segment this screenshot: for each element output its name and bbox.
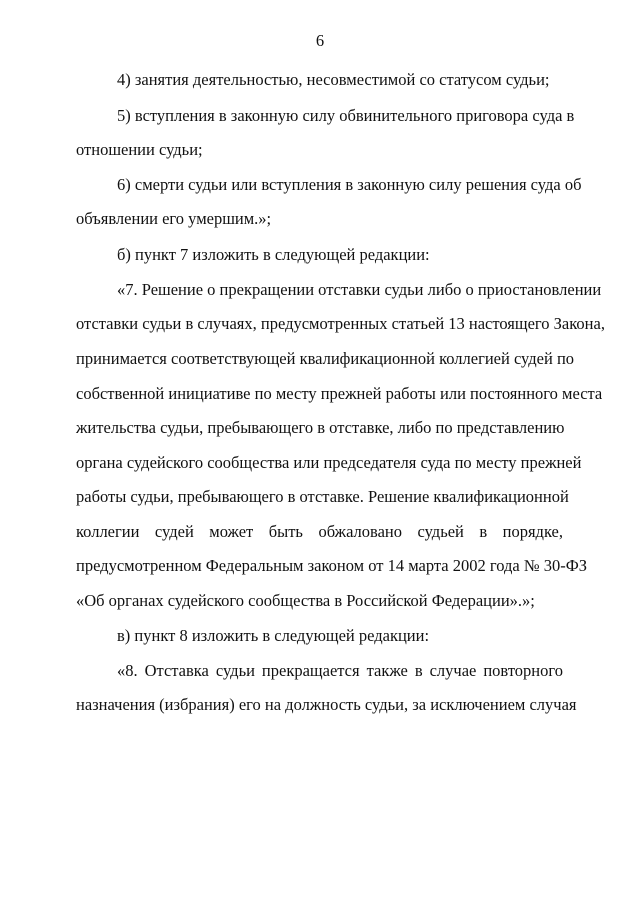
text-line: 5) вступления в законную силу обвинительного приговора суда в: [117, 106, 575, 125]
text-line: б) пункт 7 изложить в следующей редакции:: [117, 245, 430, 264]
text-line: коллегии судей может быть обжаловано судьей в порядке,: [76, 522, 563, 541]
text-line: предусмотренном Федеральным законом от 14 марта 2002 года № 30-ФЗ: [76, 556, 588, 575]
text-line: «Об органах судейского сообщества в Российской Федерации».»;: [76, 591, 535, 610]
text-line: в) пункт 8 изложить в следующей редакции:: [117, 626, 430, 645]
text-line: 6) смерти судьи или вступления в законную силу решения суда об: [117, 175, 582, 194]
text-line: назначения (избрания) его на должность судьи, за исключением случая: [76, 695, 577, 714]
text-line: жительства судьи, пребывающего в отставке, либо по представлению: [76, 418, 565, 437]
text-line: принимается соответствующей квалификационной коллегией судей по: [76, 349, 575, 368]
text-line: «7. Решение о прекращении отставки судьи либо о приостановлении: [117, 280, 602, 299]
page-number: 6: [315, 31, 325, 50]
text-line: 4) занятия деятельностью, несовместимой со статусом судьи;: [117, 70, 550, 89]
text-line: органа судейского сообщества или председателя суда по месту прежней: [76, 453, 582, 472]
text-line: работы судьи, пребывающего в отставке. Решение квалификационной: [76, 487, 569, 506]
text-line: собственной инициативе по месту прежней работы или постоянного места: [76, 384, 603, 403]
text-line: объявлении его умершим.»;: [76, 209, 272, 228]
text-line: отношении судьи;: [76, 140, 203, 159]
text-line: «8. Отставка судьи прекращается также в случае повторного: [117, 661, 563, 680]
text-line: отставки судьи в случаях, предусмотренных статьей 13 настоящего Закона,: [76, 314, 605, 333]
